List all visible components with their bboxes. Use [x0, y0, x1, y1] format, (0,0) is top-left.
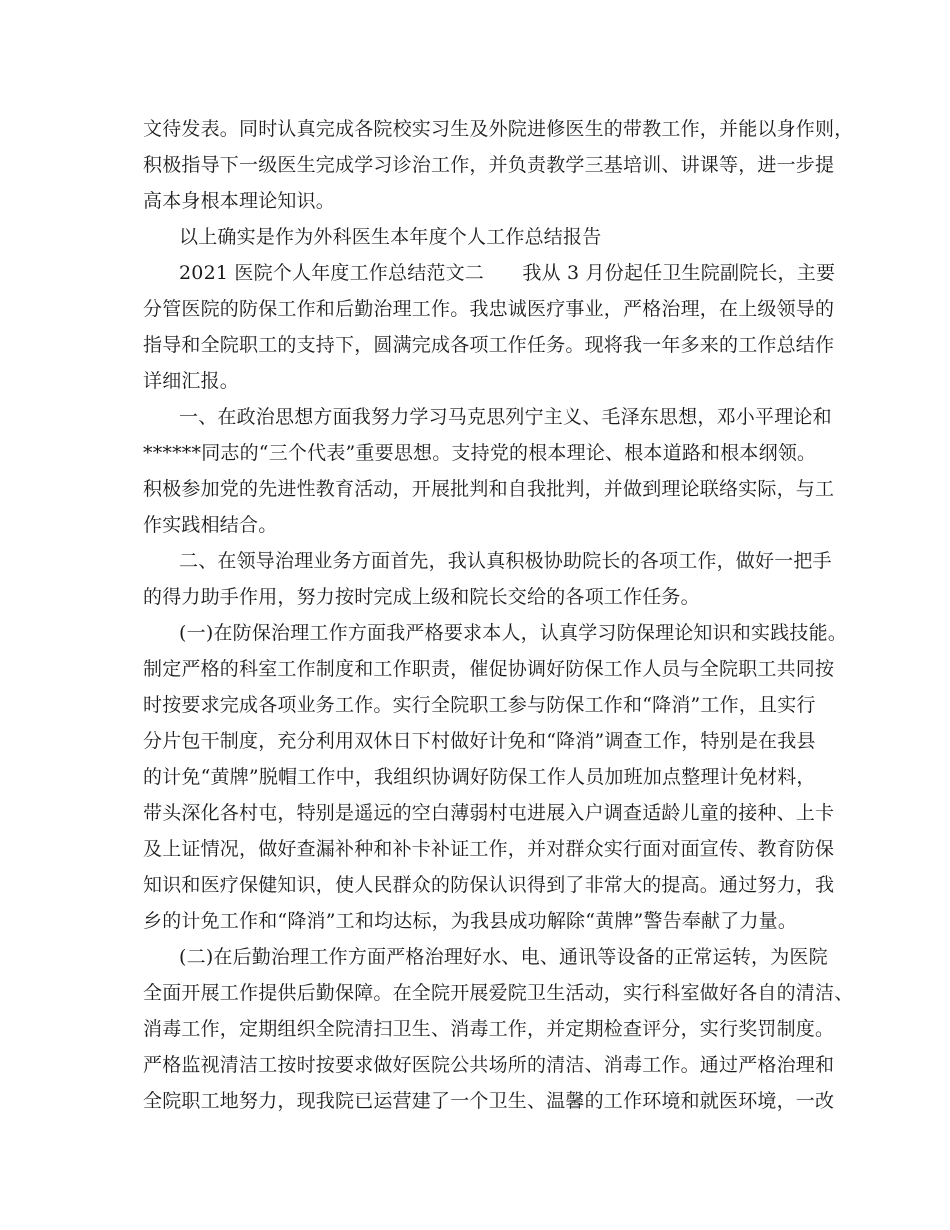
text-line: 以上确实是作为外科医生本年度个人工作总结报告 — [179, 226, 602, 248]
text-line: 时按要求完成各项业务工作。实行全院职工参与防保工作和“降消”工作，且实行 — [143, 694, 816, 716]
text-line: 制定严格的科室工作制度和工作职责，催促协调好防保工作人员与全院职工共同按 — [143, 658, 835, 680]
text-line: 的得力助手作用，努力按时完成上级和院长交给的各项工作任务。 — [143, 586, 700, 608]
text-line: 带头深化各村屯，特别是遥远的空白薄弱村屯进展入户调查适龄儿童的接种、上卡 — [143, 802, 835, 824]
text-line: 知识和医疗保健知识，使人民群众的防保认识得到了非常大的提高。通过努力，我 — [143, 874, 835, 896]
text-line: 详细汇报。 — [143, 370, 240, 392]
text-line: ******同志的“三个代表”重要思想。支持党的根本理论、根本道路和根本纲领。 — [143, 442, 817, 464]
text-line: 乡的计免工作和“降消”工和均达标，为我县成功解除“黄牌”警告奉献了力量。 — [143, 910, 798, 932]
text-line: 积极指导下一级医生完成学习诊治工作，并负责教学三基培训、讲课等，进一步提 — [143, 154, 835, 176]
text-line: 全面开展工作提供后勤保障。在全院开展爱院卫生活动，实行科室做好各自的清洁、 — [143, 982, 854, 1004]
text-line: (一)在防保治理工作方面我严格要求本人，认真学习防保理论知识和实践技能。 — [179, 622, 848, 644]
text-line: 严格监视清洁工按时按要求做好医院公共场所的清洁、消毒工作。通过严格治理和 — [143, 1054, 835, 1076]
text-line: (二)在后勤治理工作方面严格治理好水、电、通讯等设备的正常运转，为医院 — [179, 946, 828, 968]
text-line: 指导和全院职工的支持下，圆满完成各项工作任务。现将我一年多来的工作总结作 — [143, 334, 835, 356]
text-line: 高本身根本理论知识。 — [143, 190, 336, 212]
text-line: 消毒工作，定期组织全院清扫卫生、消毒工作，并定期检查评分，实行奖罚制度。 — [143, 1018, 835, 1040]
text-line: 作实践相结合。 — [143, 514, 278, 536]
text-line: 积极参加党的先进性教育活动，开展批判和自我批判，并做到理论联络实际，与工 — [143, 478, 835, 500]
text-line: 2021 医院个人年度工作总结范文二 我从 3 月份起任卫生院副院长，主要 — [179, 262, 836, 284]
text-line: 的计免“黄牌”脱帽工作中，我组织协调好防保工作人员加班加点整理计免材料， — [143, 766, 816, 788]
text-line: 分片包干制度，充分利用双休日下村做好计免和“降消”调查工作，特别是在我县 — [143, 730, 816, 752]
text-line: 二、在领导治理业务方面首先，我认真积极协助院长的各项工作，做好一把手 — [179, 550, 832, 572]
text-line: 及上证情况，做好查漏补种和补卡补证工作，并对群众实行面对面宣传、教育防保 — [143, 838, 835, 860]
text-line: 分管医院的防保工作和后勤治理工作。我忠诚医疗事业，严格治理，在上级领导的 — [143, 298, 835, 320]
text-line: 文待发表。同时认真完成各院校实习生及外院进修医生的带教工作，并能以身作则， — [143, 118, 854, 140]
text-line: 全院职工地努力，现我院已运营建了一个卫生、温馨的工作环境和就医环境，一改 — [143, 1090, 835, 1112]
text-line: 一、在政治思想方面我努力学习马克思列宁主义、毛泽东思想，邓小平理论和 — [179, 406, 832, 428]
